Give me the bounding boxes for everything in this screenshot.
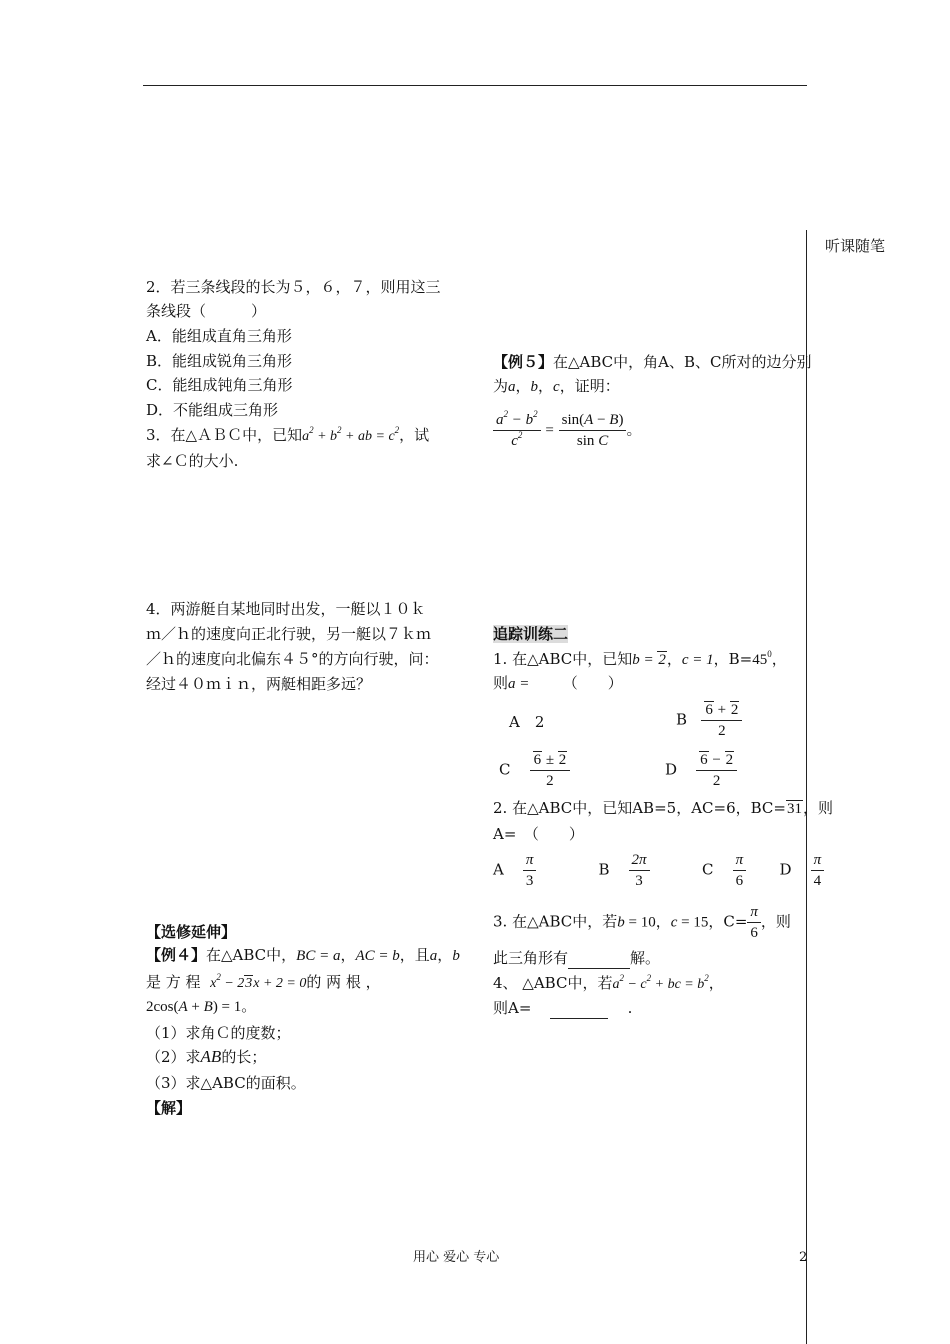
q4-line3: ／ｈ的速度向北偏东４５°的方向行驶，问：: [146, 650, 439, 668]
t2-line2: A= （ ）: [493, 825, 584, 843]
t2-tail: ，则: [802, 799, 833, 817]
t3-c: c: [670, 914, 678, 931]
t1-option-a: A 2: [509, 713, 545, 731]
t4-line2: [493, 998, 632, 1019]
q2-line2: 条线段（ ）: [146, 302, 267, 320]
t1-option-d-value: $\frac{6 - 2}{2}$: [696, 750, 737, 791]
t2-option-c-value: $\frac{\pi}{6}$: [733, 850, 747, 891]
ex4-line2: [146, 972, 381, 994]
t2-options: [493, 850, 824, 891]
t3-b: b: [617, 914, 625, 931]
t1-line2: [493, 673, 623, 694]
t3-line1: 3. 在△ABC中，若b = 10，c = 15，C= $\frac{\pi}{6}$ ，则: [493, 904, 791, 941]
footer-text: 用心 爱心 专心: [413, 1250, 500, 1265]
t1-option-c: [499, 750, 570, 791]
tracking-heading: [493, 624, 568, 644]
q3-prefix: 3．在△ＡＢＣ中，已知: [146, 426, 303, 444]
ex5-text2b: ，证明：: [559, 377, 620, 395]
ex5-b: b: [530, 379, 539, 395]
ex4-solution: 【解】: [146, 1099, 192, 1117]
ex4-item-3: （3）求△ABC的面积。: [146, 1074, 306, 1092]
ex5-a: a: [508, 379, 516, 395]
t2-option-a-label: A: [493, 860, 504, 879]
ex5-line1: [493, 352, 812, 372]
ex5-period: 。: [626, 420, 642, 439]
ex4-line1: 【例４】在△ABC中，BC = a，AC = b，且a，b: [146, 946, 460, 964]
q3-formula: $a^2 + b^2$ + ab = $c^2$: [302, 425, 400, 444]
t1-then: 则: [493, 674, 509, 692]
margin-rule: [806, 230, 807, 1344]
t4-text: 4、 △ABC中，若: [493, 974, 613, 992]
t1-c: c = 1: [681, 652, 714, 668]
t2-option-b-label: B: [598, 860, 610, 879]
page-number: 2: [799, 1250, 808, 1265]
ex4-line2b: 的 两 根 ，: [306, 973, 381, 991]
ex4-line3: 2cos(A + B) = 1。: [146, 997, 257, 1015]
t3-line2b: 解。: [630, 949, 661, 967]
ex4-equation: $x^2 - 23x + 2 = 0$: [210, 972, 307, 991]
t4-blank[interactable]: [550, 998, 608, 1019]
ex5-frac-left: $\frac{a^2 - b^2}{c^2}$: [493, 410, 541, 451]
t1-option-b-label: B: [676, 710, 688, 729]
t1-option-b: [676, 700, 742, 741]
ex4-formula-ac: AC = b: [355, 948, 400, 964]
t2-sqrt31: 31: [786, 801, 802, 817]
ex4-cos: 2cos(A + B) = 1: [146, 999, 242, 1015]
t1-option-c-value: $\frac{6 \pm 2}{2}$: [530, 750, 571, 791]
t1-b: b = 2: [632, 652, 666, 668]
ex4-item-2b: 的长；: [221, 1048, 267, 1066]
tracking-heading-text: 追踪训练二: [493, 625, 569, 643]
ex4-text1: 在△ABC中，: [206, 946, 297, 964]
ex5-c: c: [553, 379, 560, 395]
ex4-formula-bc: BC = a: [296, 948, 341, 964]
q2-option-a: A．能组成直角三角形: [146, 327, 292, 345]
t2-option-a-value: $\frac{\pi}{3}$: [523, 850, 537, 891]
t1-text: 1. 在△ABC中，已知: [493, 650, 633, 668]
side-note: 听课随笔: [825, 237, 886, 255]
ex5-line2: 为a，b，c，证明：: [493, 377, 620, 395]
t3-line2a: 此三角形有: [493, 949, 569, 967]
ex5-frac-right: $\frac{\sin(A - B)}{\text{sin C}}$: [559, 410, 627, 451]
t2-option-d-value: $\frac{\pi}{4}$: [811, 850, 825, 891]
t4-end: .: [627, 999, 633, 1017]
t1-a: a =: [508, 676, 530, 692]
ex4-item-2: [146, 1047, 266, 1067]
ex5-formula: [493, 410, 641, 451]
ex4-segment-ab: AB: [200, 1047, 222, 1066]
t4-then: 则A=: [493, 999, 532, 1017]
ex4-text2: ，且: [399, 946, 430, 964]
ex4-label: 【例４】: [146, 946, 207, 964]
t2-option-c-label: C: [702, 860, 714, 879]
header-rule: [143, 85, 807, 86]
t2-text: 2. 在△ABC中，已知AB=5，AC=6，BC=: [493, 799, 786, 817]
elective-heading: 【选修延伸】: [146, 923, 237, 941]
ex4-item-1: （1）求角Ｃ的度数；: [146, 1024, 291, 1042]
t4-line1: [493, 973, 724, 995]
q3-line2: 求∠Ｃ的大小.: [146, 452, 239, 470]
t3-text: 3. 在△ABC中，若: [493, 912, 618, 931]
t3-blank[interactable]: [568, 948, 630, 969]
t2-option-b-value: $\frac{2\pi}{3}$: [629, 850, 650, 891]
t1-tail: ，B=: [713, 650, 753, 668]
t1-option-d: [665, 750, 737, 791]
t2-option-d-label: D: [779, 860, 792, 879]
t1-option-d-label: D: [665, 760, 678, 779]
q3-line1: [146, 425, 429, 447]
t2-line1: [493, 798, 833, 819]
ex4-line2a: 是 方 程: [146, 973, 201, 991]
q2-option-d: D．不能组成三角形: [146, 401, 279, 419]
ex5-label: 【例５】: [493, 353, 554, 371]
t4-formula: $a^2 - c^2$ + bc = $b^2$: [612, 973, 709, 992]
t4-tail: ，: [708, 974, 724, 992]
t1-option-c-label: C: [499, 760, 511, 779]
ex4-item-2a: （2）求: [146, 1048, 201, 1066]
t3-angle: $\frac{\pi}{6}$: [747, 902, 761, 943]
t3-tail: ，则: [760, 912, 791, 931]
ex4-ab: a: [429, 948, 438, 964]
t3-line2: [493, 948, 660, 969]
ex5-text1: 在△ABC中，角A、B、C所对的边分别: [553, 353, 812, 371]
q2-line1: 2．若三条线段的长为５，６，７，则用这三: [146, 278, 441, 296]
q3-suffix: ，试: [399, 426, 430, 444]
ex4-b: b: [452, 948, 460, 964]
q4-line4: 经过４０ｍｉｎ，两艇相距多远？: [146, 675, 372, 693]
q4-line2: ｍ／ｈ的速度向正北行驶，另一艇以７ｋｍ: [146, 625, 432, 643]
q2-option-c: C．能组成钝角三角形: [146, 376, 293, 394]
t1-option-b-value: $\frac{6 + 2}{2}$: [701, 700, 742, 741]
t1-angle: $45^0$: [752, 649, 772, 668]
ex5-text2a: 为: [493, 377, 509, 395]
q4-line1: 4．两游艇自某地同时出发，一艇以１０ｋ: [146, 600, 426, 618]
ex5-equals: =: [545, 422, 554, 439]
t1-paren: （ ）: [562, 674, 623, 692]
q2-option-b: B．能组成锐角三角形: [146, 352, 293, 370]
t1-line1: 1. 在△ABC中，已知b = 2，c = 1，$B=45^0$，: [493, 649, 787, 668]
